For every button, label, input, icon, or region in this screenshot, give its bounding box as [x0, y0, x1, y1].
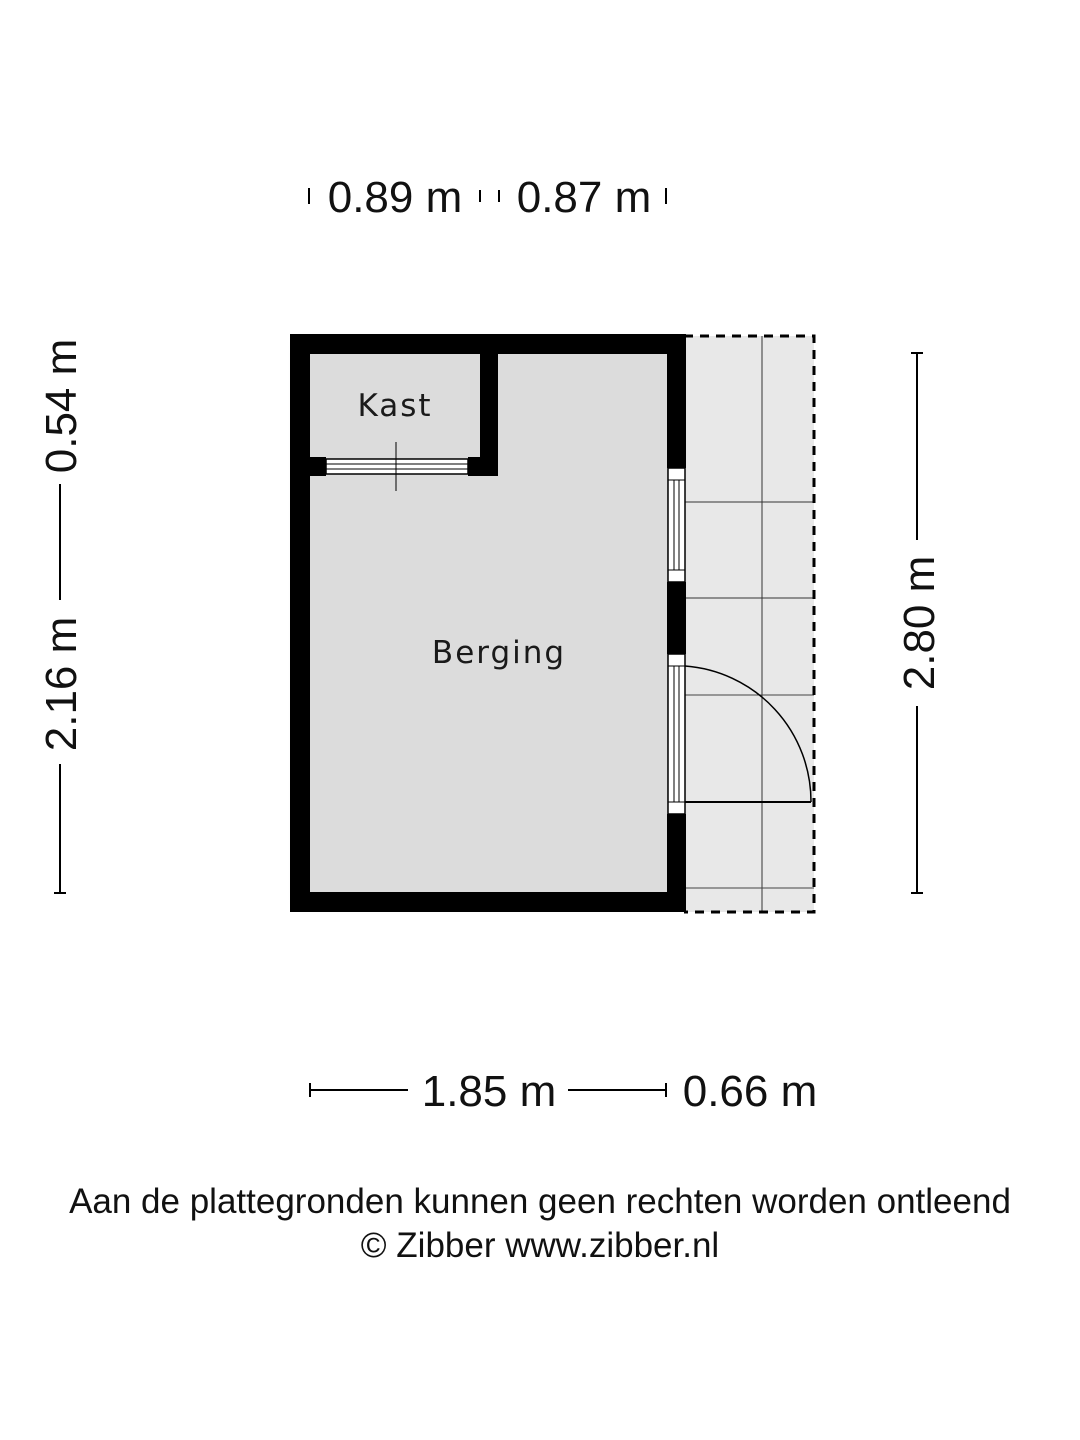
dimension-right-label: 2.80 m [895, 555, 944, 691]
dimension-left-lower: 2.16 m [37, 616, 86, 752]
footer-disclaimer: Aan de plattegronden kunnen geen rechten worden ontleend [69, 1182, 1011, 1221]
dimension-top-left: 0.89 m [327, 173, 463, 222]
dimension-top-right: 0.87 m [516, 173, 652, 222]
room-label-berging: Berging [431, 635, 567, 671]
footer-copyright: © Zibber www.zibber.nl [360, 1226, 720, 1265]
terrace-area [684, 336, 814, 912]
dimension-bottom-left: 1.85 m [421, 1067, 557, 1116]
dimension-bottom-right: 0.66 m [682, 1067, 818, 1116]
dimension-left-upper: 0.54 m [37, 338, 86, 474]
room-label-kast: Kast [357, 388, 433, 424]
window [668, 468, 685, 582]
